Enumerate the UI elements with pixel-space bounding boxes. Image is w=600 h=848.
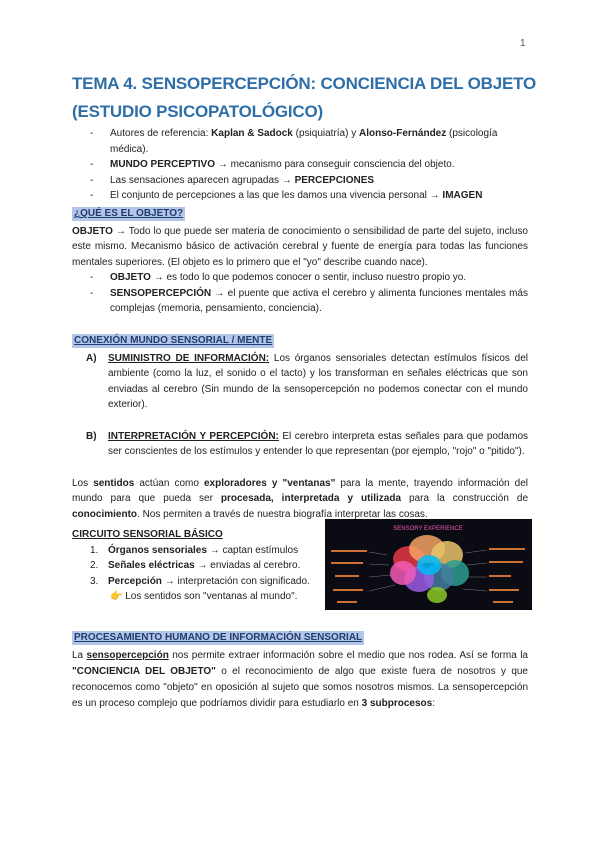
- brain-icon: [390, 535, 469, 603]
- brain-illustration: [325, 519, 532, 610]
- intro-list: [72, 126, 528, 204]
- section-objeto: [72, 206, 528, 317]
- objeto-bullet: - OBJETO → es todo lo que podemos conocer o sentir, incluso nuestro propio yo.: [72, 270, 528, 286]
- brain-lobe: [417, 555, 441, 575]
- circuito-note: 👉 Los sentidos son "ventanas al mundo".: [110, 591, 298, 602]
- circuito-item-1: 1. Órganos sensoriales → captan estímulos: [90, 544, 299, 556]
- objeto-paragraph: OBJETO → Todo lo que puede ser materia de conocimiento o sensibilidad de parte del sujeto, incluso este mismo. Mecanismo básico de activación cerebral y fuente de energía para todas las funciones mentales superiores. (El objeto es lo primero que el "yo" describe cuando nace).: [72, 225, 528, 268]
- pointing-hand-icon: 👉: [110, 591, 123, 602]
- intro-bullet-sensaciones: - Las sensaciones aparecen agrupadas → PERCEPCIONES: [72, 173, 528, 189]
- section-circuito: [72, 527, 312, 605]
- section-procesamiento: [72, 630, 528, 712]
- sentidos-paragraph: Los sentidos actúan como exploradores y "ventanas" para la mente, trayendo información del mundo para que pueda ser procesada, interpretada y utilizada para la construcción de conocimiento. Nos permiten a través de nuestra biografía interpretar las cosas.: [72, 477, 529, 520]
- image-title: SENSORY EXPERIENCE: [393, 526, 463, 532]
- brain-lobe: [390, 561, 416, 585]
- item-suministro: A) SUMINISTRO DE INFORMACIÓN: Los órganos sensoriales detectan estímulos físicos del ambiente (como la luz, el sonido o el tacto) y los transforman en señales eléctricas que son enviadas al cerebro (Sin mundo de la sensopercepción no podemos conectar con el mundo exterior).: [86, 352, 528, 410]
- intro-bullet-mundo: - MUNDO PERCEPTIVO → mecanismo para conseguir consciencia del objeto.: [72, 157, 528, 173]
- section-conexion: [72, 333, 528, 522]
- sensory-experience-image: [325, 519, 532, 610]
- item-interpretacion: B) INTERPRETACIÓN Y PERCEPCIÓN: El cerebro interpreta estas señales para que podamos ser conscientes de los estímulos y entender lo que representan (por ejemplo, "rojo" o "pitido").: [86, 430, 529, 457]
- section-heading-circuito: CIRCUITO SENSORIAL BÁSICO: [72, 529, 223, 540]
- circuito-item-2: 2. Señales eléctricas → enviadas al cerebro.: [90, 560, 301, 571]
- brain-lobe: [427, 587, 447, 603]
- intro-bullet-authors: - Autores de referencia: Kaplan & Sadock (psiquiatría) y Alonso-Fernández (psicología médica).: [72, 126, 528, 157]
- procesamiento-paragraph: La sensopercepción nos permite extraer información sobre el medio que nos rodea. Así se forma la "CONCIENCIA DEL OBJETO" o el reconocimiento de algo que existe fuera de nosotros y que reconocemos como "objeto" en oposición al sujeto que somos nosotros mismos. La sensopercepción es un proceso complejo que podríamos dividir para estudiarlo en 3 subprocesos:: [72, 649, 528, 709]
- section-heading-objeto: ¿QUÉ ES EL OBJETO?: [74, 208, 184, 219]
- page-number: 1: [520, 38, 526, 49]
- page-title: TEMA 4. SENSOPERCEPCIÓN: CONCIENCIA DEL OBJETO (ESTUDIO PSICOPATOLÓGICO): [72, 74, 537, 121]
- section-heading-procesamiento: PROCESAMIENTO HUMANO DE INFORMACIÓN SENSORIAL: [74, 632, 363, 643]
- sensopercepcion-bullet: - SENSOPERCEPCIÓN → el puente que activa el cerebro y alimenta funciones mentales más complejas (memoria, pensamiento, conciencia).: [72, 286, 528, 317]
- section-heading-conexion: CONEXIÓN MUNDO SENSORIAL / MENTE: [74, 335, 273, 346]
- intro-bullet-imagen: - El conjunto de percepciones a las que les damos una vivencia personal → IMAGEN: [72, 188, 528, 204]
- circuito-item-3: 3. Percepción → interpretación con significado.: [90, 575, 310, 587]
